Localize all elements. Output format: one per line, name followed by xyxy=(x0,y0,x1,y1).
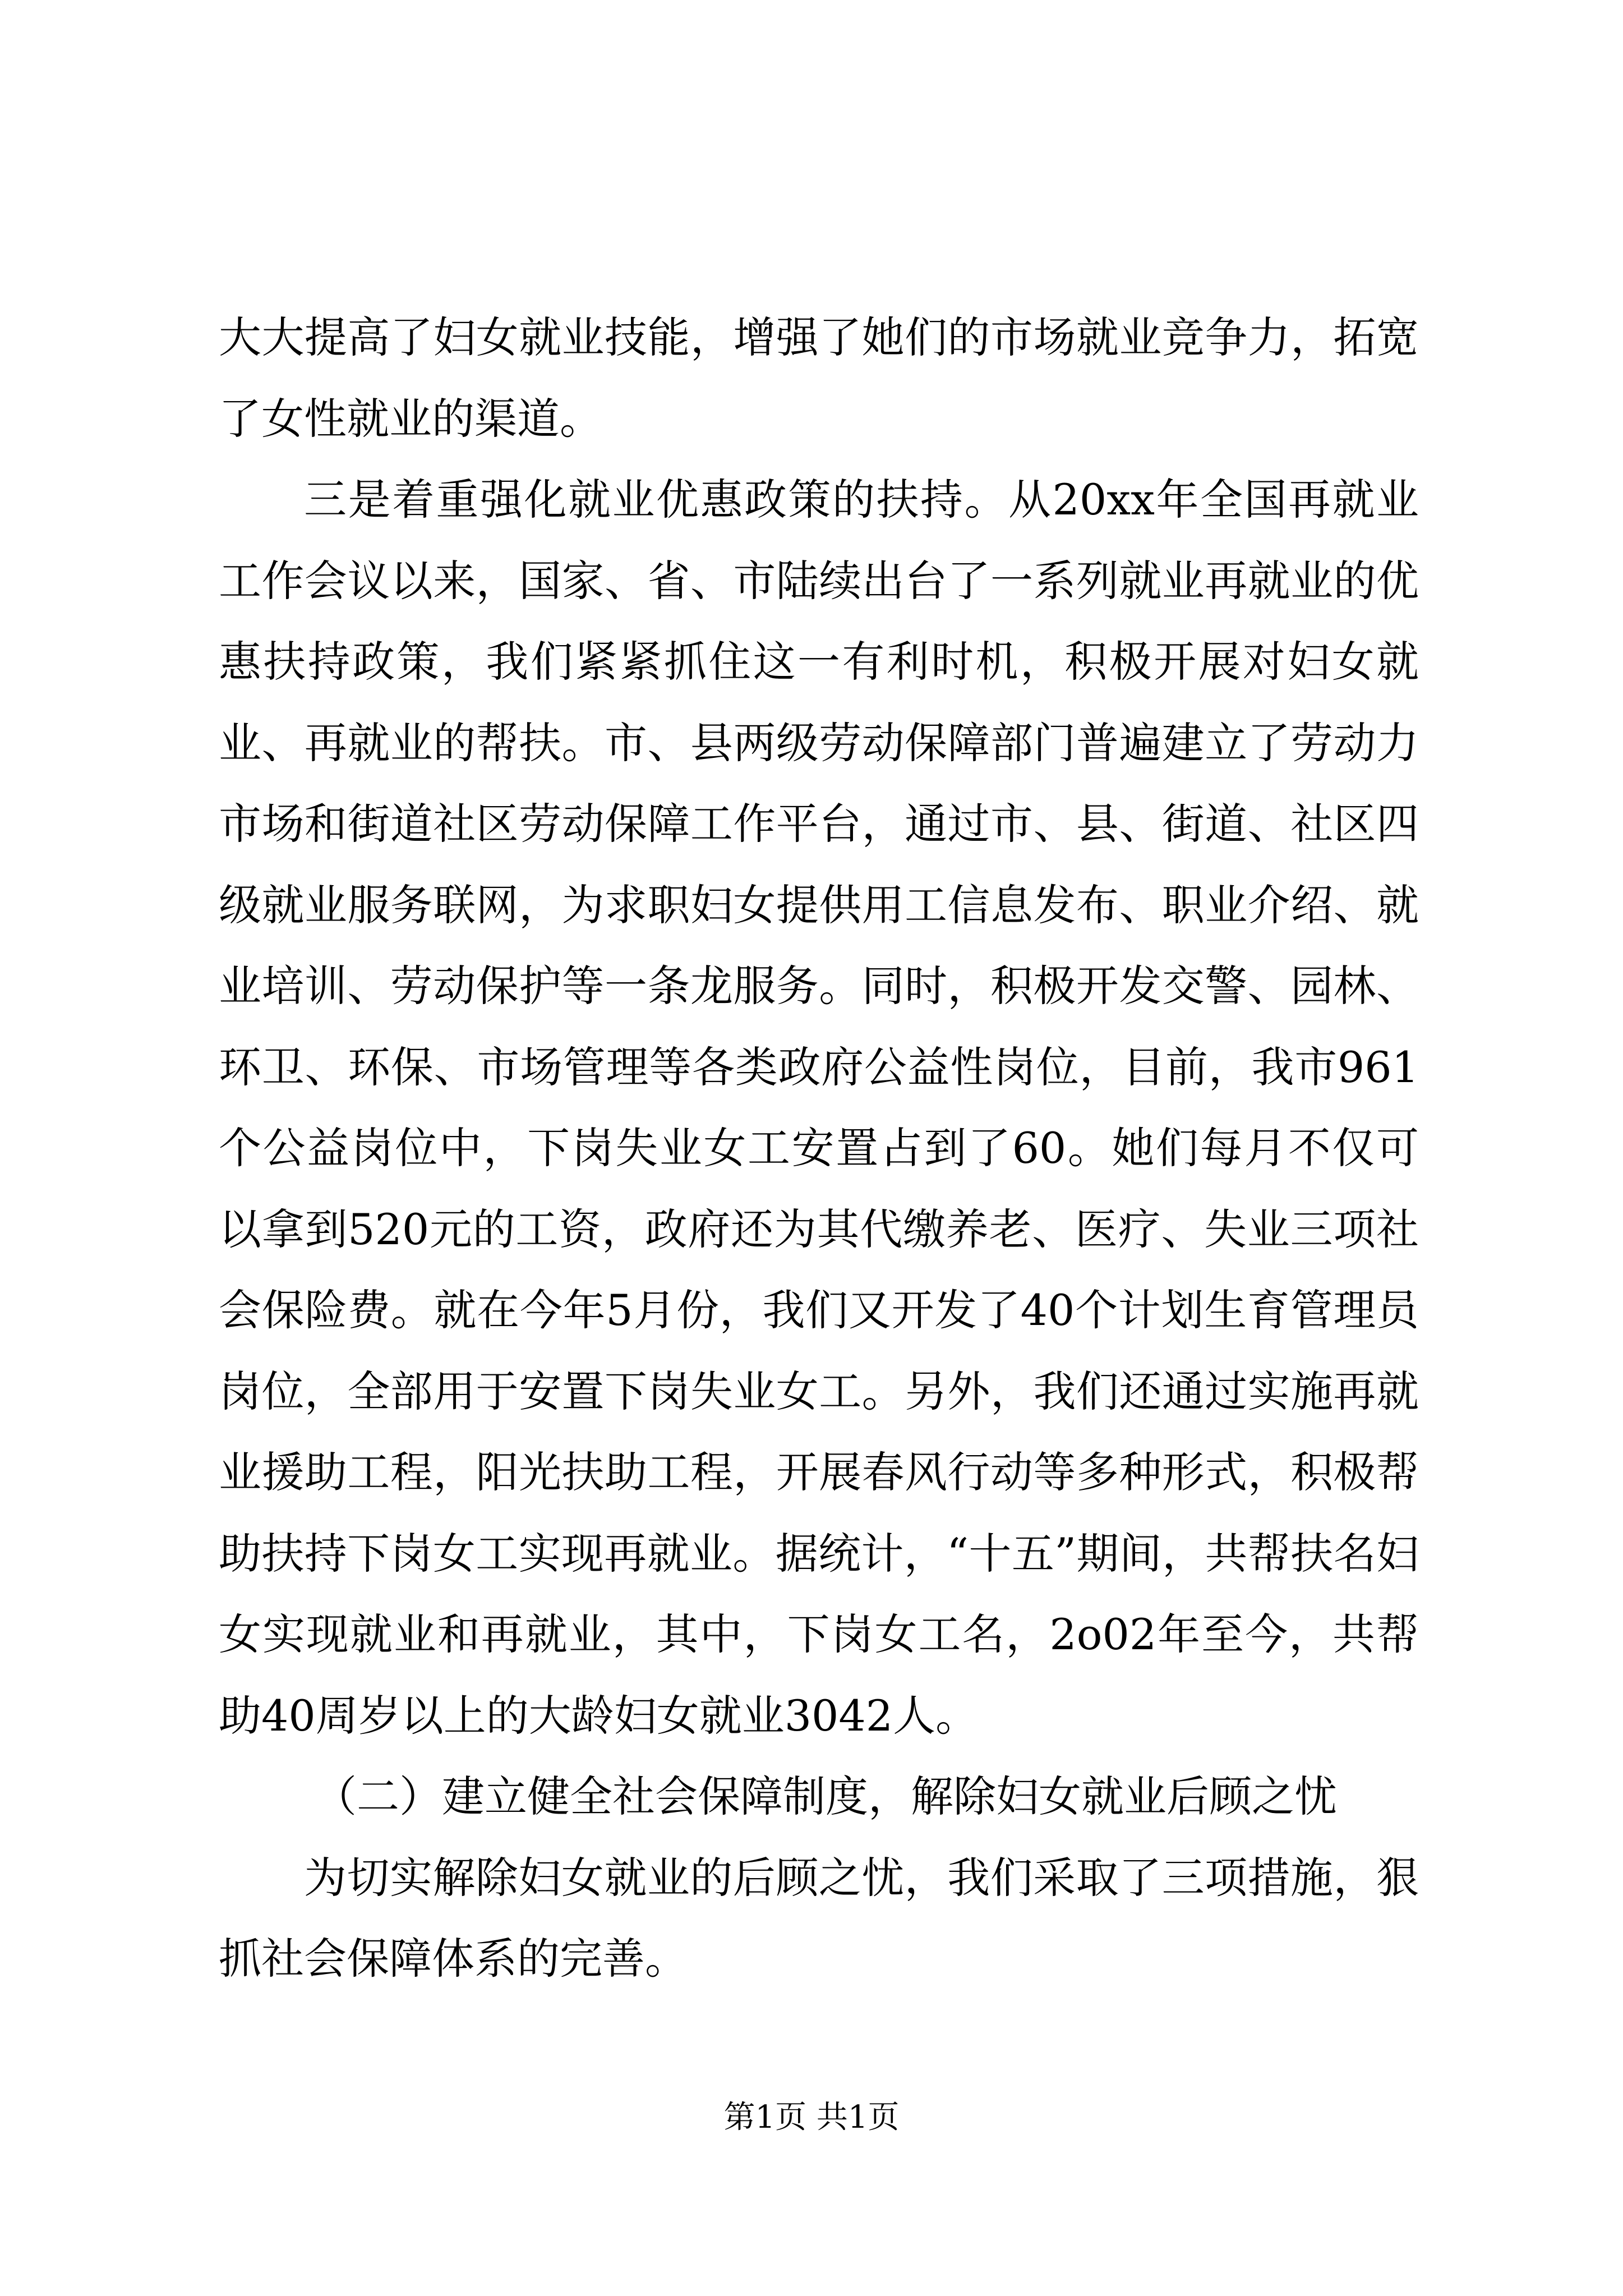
page-footer: 第1页 共1页 xyxy=(723,2099,900,2136)
paragraph-social-security: 为切实解除妇女就业的后顾之忧，我们采取了三项措施，狠抓社会保障体系的完善。 xyxy=(219,1852,1419,1984)
paragraph-preferential-policy: 三是着重强化就业优惠政策的扶持。从20xx年全国再就业工作会议以来，国家、省、市陆续出台了一系列就业再就业的优惠扶持政策，我们紧紧抓住这一有利时机，积极开展对妇女就业、再就业的帮扶。市、县两级劳动保障部门普遍建立了劳动力市场和街道社区劳动保障工作平台，通过市、县、街道、社区四级就业服务联网，为求职妇女提供用工信息发布、职业介绍、就业培训、劳动保护等一条龙服务。同时，积极开发交警、园林、环卫、环保、市场管理等各类政府公益性岗位，目前，我市961个公益岗位中，下岗失业女工安置占到了60。她们每月不仅可以拿到520元的工资，政府还为其代缴养老、医疗、失业三项社会保险费。就在今年5月份，我们又开发了40个计划生育管理员岗位，全部用于安置下岗失业女工。另外，我们还通过实施再就业援助工程，阳光扶助工程，开展春风行动等多种形式，积极帮助扶持下岗女工实现再就业。据统计，“十五”期间，共帮扶名妇女实现就业和再就业，其中，下岗女工名，2o02年至今，共帮助40周岁以上的大龄妇女就业3042人。 xyxy=(219,475,1419,1741)
paragraph-continuation: 大大提高了妇女就业技能，增强了她们的市场就业竞争力，拓宽了女性就业的渠道。 xyxy=(219,312,1419,444)
document-body xyxy=(219,297,1419,2000)
section-heading: （二）建立健全社会保障制度，解除妇女就业后顾之忧 xyxy=(314,1772,1337,1821)
